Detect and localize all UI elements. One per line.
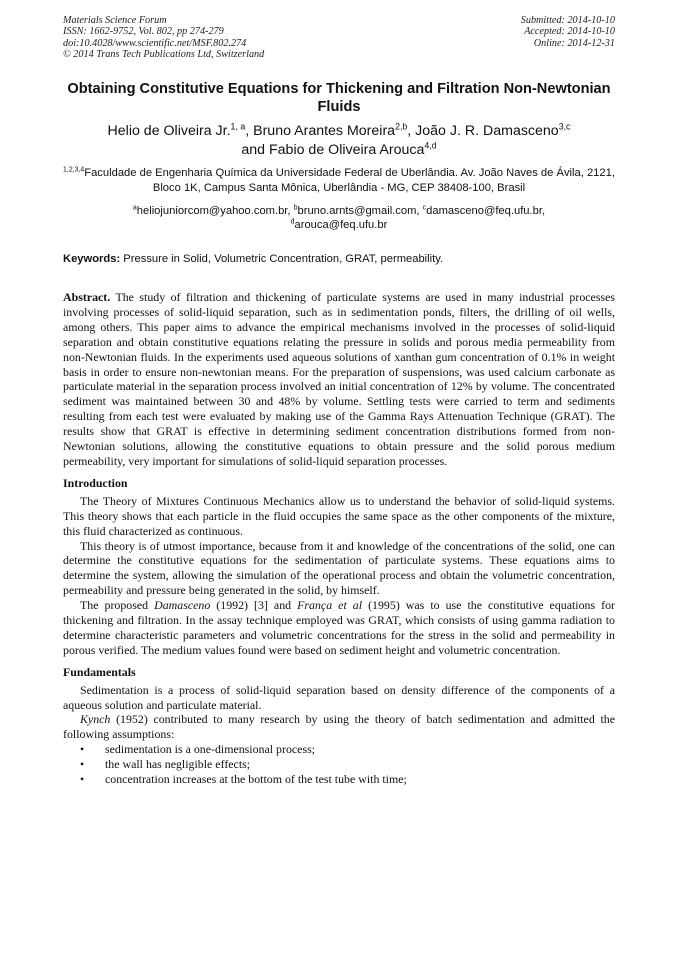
section-heading-fundamentals: Fundamentals: [63, 664, 136, 679]
online-date: Online: 2014-12-31: [533, 37, 615, 49]
list-item: [63, 772, 615, 787]
paragraph-text: (1992) [3] and: [210, 598, 298, 613]
journal-name: Materials Science Forum: [63, 15, 167, 26]
author-superscript: 4,d: [424, 139, 437, 150]
journal-copyright: © 2014 Trans Tech Publications Ltd, Switzerland: [63, 49, 265, 61]
abstract-text: The study of filtration and thickening of particulate systems are used in many industrial processes involving processes of solid-liquid separation, such as in sedimentation ponds, filters, the drilling of oil wells, among others. This paper aims to advance the empirical mechanisms involved in the processes of solid-liquid separation and obtain constitutive equations relating the pressure in solids and porous media permeability from non-Newtonian fluids. In the experiments used aqueous solutions of xanthan gum concentration of 0.1% in weight basis in order to ensure non-newtonian means. For the preparation of suspensions, was used calcium carbonate as particulate material in the separation process involved an initial concentration of 12% by volume. The concentrated sediment was maintained between 30 and 48% by volume. Settling tests were carried to term and sediments resulting from each test were evaluated by making use of the Gamma Rays Attenuation Technique (GRAT). The results show that GRAT is effective in determining sediment concentration distributions formed from non-Newtonian solutions, allowing the constitutive equations to obtain pressure and the solid porous medium permeability, very important for simulations of solid-liquid separation processes.: [63, 290, 615, 468]
bullet-icon: •: [80, 772, 85, 787]
abstract: [63, 290, 615, 469]
paragraph: This theory is of utmost importance, because from it and knowledge of the concentrations of the solid, one can determine the constitutive equations for the sedimentation of particulate systems. These equations aims to determine the system, allowing the simulation of the operational process and obtain the volumetric concentration, permeability and pressure being generated in the solid, by himself.: [63, 538, 615, 598]
author-name: and Fabio de Oliveira Arouca: [241, 141, 425, 158]
abstract-label: Abstract.: [63, 290, 111, 304]
journal-info: [63, 15, 264, 61]
paragraph: [63, 598, 615, 658]
paragraph-text: The proposed: [80, 598, 155, 613]
keywords-text: Pressure in Solid, Volumetric Concentration, GRAT, permeability.: [120, 253, 444, 265]
author-name: , Bruno Arantes Moreira: [245, 123, 396, 139]
section-heading-introduction: Introduction: [63, 475, 128, 490]
author-name: Helio de Oliveira Jr.: [107, 123, 231, 139]
list-item-text: concentration increases at the bottom of the test tube with time;: [105, 772, 407, 787]
email-link: damasceno@feq.ufu.br,: [426, 205, 546, 217]
publication-dates: [521, 15, 615, 49]
email-superscript: b: [293, 204, 298, 212]
author-emails: [63, 204, 615, 232]
citation-author: França et al: [297, 598, 363, 613]
list-item: [63, 757, 615, 772]
paragraph: [63, 712, 615, 742]
author-list: [63, 122, 615, 159]
paper-title: Obtaining Constitutive Equations for Thickening and Filtration Non-Newtonian Fluids: [67, 81, 611, 115]
keywords: [63, 252, 615, 266]
email-link: arouca@feq.ufu.br: [294, 219, 388, 231]
citation-author: Kynch: [80, 712, 111, 727]
affiliation-text: Faculdade de Engenharia Química da Universidade Federal de Uberlândia. Av. João Naves de Ávila, 2121, Bloco 1K, Campus Santa Mônica, Uberlândia - MG, CEP 38408-100, Brasil: [84, 167, 615, 194]
submitted-date: Submitted: 2014-10-10: [520, 15, 615, 26]
email-superscript: a: [132, 204, 137, 212]
list-item-text: sedimentation is a one-dimensional process;: [105, 742, 316, 757]
bullet-icon: •: [80, 742, 85, 757]
affiliation-superscript: 1,2,3,4: [63, 166, 85, 174]
citation-author: Damasceno: [154, 598, 211, 613]
paper-body: [63, 290, 615, 787]
bullet-icon: •: [80, 757, 85, 772]
journal-doi: doi:10.4028/www.scientific.net/MSF.802.274: [63, 37, 247, 49]
paragraph-text: (1995) was to use the constitutive equations for thickening and filtration. In the assay technique employed was GRAT, which consists of using gamma radiation to determine characteristic parameters and volumetric concentrations for the stress in the solid and permeability in porous verified. The medium values found were based on sediment height and volumetric concentration.: [63, 598, 616, 657]
accepted-date: Accepted: 2014-10-10: [524, 26, 615, 38]
list-item: [63, 742, 615, 757]
list-item-text: the wall has negligible effects;: [105, 757, 251, 772]
author-superscript: 2,b: [395, 121, 408, 132]
email-link: heliojuniorcom@yahoo.com.br,: [136, 205, 294, 217]
author-superscript: 1, a: [230, 121, 246, 132]
keywords-label: Keywords:: [63, 253, 121, 265]
journal-issn: ISSN: 1662-9752, Vol. 802, pp 274-279: [63, 26, 224, 38]
author-name: , João J. R. Damasceno: [407, 123, 559, 139]
paragraph: Sedimentation is a process of solid-liquid separation based on density difference of the components of a aqueous solution and particulate material.: [63, 682, 615, 712]
paragraph: The Theory of Mixtures Continuous Mechanics allow us to understand the behavior of solid-liquid systems. This theory shows that each particle in the fluid occupies the same space as the other components of the mixture, this fluid characterized as continuous.: [63, 493, 615, 538]
author-superscript: 3,c: [558, 121, 571, 132]
email-superscript: c: [422, 204, 427, 212]
assumption-list: [63, 742, 615, 787]
email-superscript: d: [290, 218, 295, 226]
email-link: bruno.arnts@gmail.com,: [297, 205, 423, 217]
paragraph-text: (1952) contributed to many research by using the theory of batch sedimentation and admitted the following assumptions:: [63, 712, 615, 742]
affiliation: [63, 166, 615, 196]
